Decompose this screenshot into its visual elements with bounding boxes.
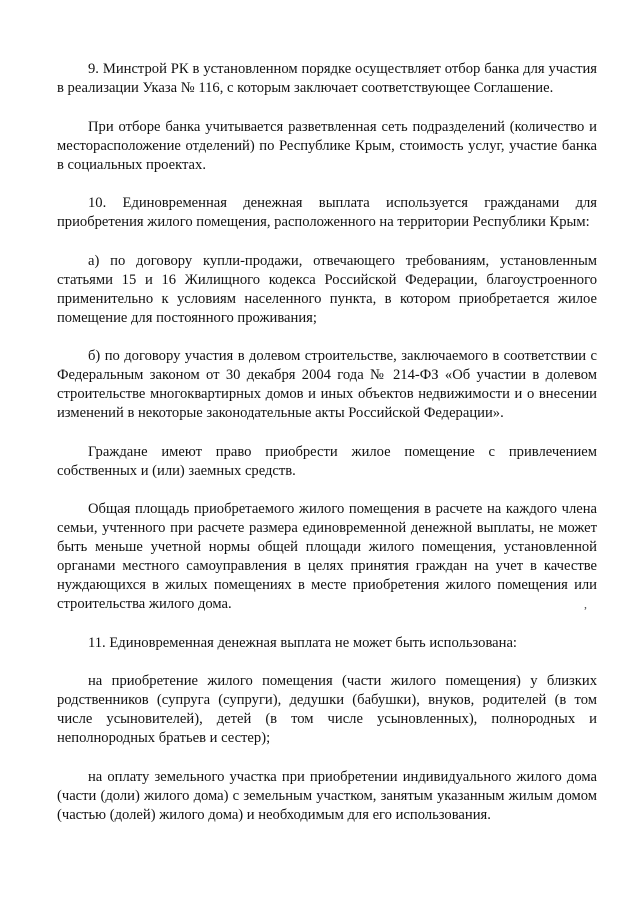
scan-speck: ,: [584, 597, 587, 611]
paragraph-10-b: б) по договору участия в долевом строительстве, заключаемого в соответствии с Федеральным законом от 30 декабря 2004 года № 214-ФЗ «Об участии в долевом строительстве многоквартирных домов и иных объектов недвижимости и о внесении изменений в некоторые законодательные акты Российской Федерации».: [57, 348, 597, 421]
paragraph-11-land: на оплату земельного участка при приобретении индивидуального жилого дома (части (доли) жилого дома) с земельным участком, занятым указанным жилым домом (частью (долей) жилого дома) и необходимым для его использования.: [57, 768, 597, 823]
paragraph-bank-selection: При отборе банка учитывается разветвленная сеть подразделений (количество и месторасположение отделений) по Республике Крым, стоимость услуг, участие банка в социальных проектах.: [57, 118, 597, 173]
paragraph-9: 9. Минстрой РК в установленном порядке осуществляет отбор банка для участия в реализации Указа № 116, с которым заключает соответствующее Соглашение.: [57, 61, 597, 96]
paragraph-10-a: а) по договору купли-продажи, отвечающего требованиям, установленным статьями 15 и 16 Жилищного кодекса Российской Федерации, благоустроенного применительно к условиям населенного пункта, в котором приобретается жилое помещение для постоянного проживания;: [57, 252, 597, 326]
paragraph-11: 11. Единовременная денежная выплата не может быть использована:: [88, 634, 517, 651]
paragraph-11-relatives: на приобретение жилого помещения (части жилого помещения) у близких родственников (супруга (супруги), дедушки (бабушки), внуков, родителей (в том числе усыновителей), детей (в том числе усыновленных), полнородных и неполнородных братьев и сестер);: [57, 673, 597, 746]
paragraph-total-area: Общая площадь приобретаемого жилого помещения в расчете на каждого члена семьи, учтенного при расчете размера единовременной денежной выплаты, не может быть меньше учетной нормы общей площади жилого помещения, установленной органами местного самоуправления в целях принятия граждан на учет в качестве нуждающихся в жилых помещениях в месте приобретения жилого помещения или строительства жилого дома.: [57, 501, 597, 612]
paragraph-citizens-right: Граждане имеют право приобрести жилое помещение с привлечением собственных и (или) заемных средств.: [57, 443, 597, 479]
paragraph-10: 10. Единовременная денежная выплата используется гражданами для приобретения жилого помещения, расположенного на территории Республики Крым:: [57, 195, 597, 230]
document-body: [57, 60, 597, 844]
